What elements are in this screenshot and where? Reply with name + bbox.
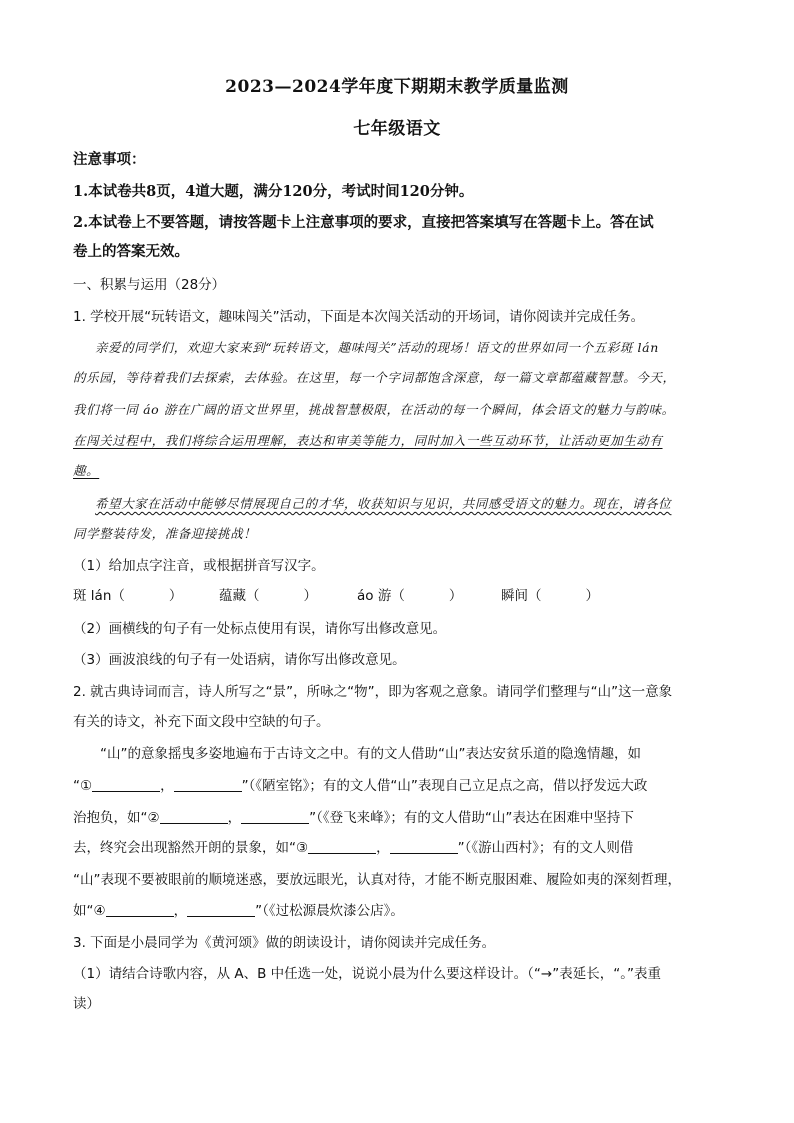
question-3-stem: 3. 下面是小晨同学为《黄河颂》做的朗读设计，请你阅读并完成任务。 xyxy=(73,935,496,951)
exam-subtitle: 七年级语文 xyxy=(353,119,441,139)
answer-blank[interactable] xyxy=(106,902,174,917)
pinyin-item-3: áo 游（ ） xyxy=(357,588,463,604)
answer-blank[interactable] xyxy=(308,839,376,854)
pinyin-answer-row xyxy=(73,586,633,606)
question-3-sub-1-line-2: 读） xyxy=(73,996,100,1012)
question-2-stem-line-2: 有关的诗文，补充下面文段中空缺的句子。 xyxy=(73,714,330,730)
question-2-stem-line-1: 2. 就古典诗词而言，诗人所写之“景”，所咏之“物”，即为客观之意象。请同学们整理与“山”这一意象 xyxy=(73,684,673,700)
question-1-sub-2: （2）画横线的句子有一处标点使用有误，请你写出修改意见。 xyxy=(73,621,447,637)
answer-blank[interactable] xyxy=(187,902,255,917)
exam-title: 2023—2024学年度下期期末教学质量监测 xyxy=(225,77,569,97)
pinyin-item-4: 瞬间（ ） xyxy=(501,588,599,604)
question-3-sub-1-line-1: （1）请结合诗歌内容，从 A、B 中任选一处，说说小晨为什么要这样设计。（“→”表延长，“。”表重 xyxy=(73,966,661,982)
q2-passage-line-2: “① ， ”（《陋室铭》；有的文人借“山”表现自己立足点之高，借以抒发远大政 xyxy=(73,778,648,794)
question-1-sub-1: （1）给加点字注音，或根据拼音写汉字。 xyxy=(73,558,325,574)
passage-underlined-line-2: 趣。 xyxy=(73,463,100,478)
answer-blank[interactable] xyxy=(160,809,228,824)
q2-passage-line-4: 去，终究会出现豁然开朗的景象，如“③ ， ”（《游山西村》；有的文人则借 xyxy=(73,840,634,856)
q2-passage-line-5: “山”表现不要被眼前的顺境迷惑，要放远眼光，认真对待，才能不断克服困难、履险如夷的深刻哲理， xyxy=(73,872,681,888)
notice-heading: 注意事项： xyxy=(73,151,146,168)
notice-item-2-line-1: 2.本试卷上不要答题，请按答题卡上注意事项的要求，直接把答案填写在答题卡上。答在试 xyxy=(73,214,654,231)
passage-underlined-line-1: 在闯关过程中，我们将综合运用理解，表达和审美等能力，同时加入一些互动环节，让活动更加生动有 xyxy=(73,433,663,448)
pinyin-item-2: 蕴藏（ ） xyxy=(219,588,317,604)
pinyin-item-1: 斑 lán（ ） xyxy=(73,588,183,604)
passage-wavy-sentence: 希望大家在活动中能够尽情展现自己的才华，收获知识与见识，共同感受语文的魅力。现在，请各位 xyxy=(95,496,672,511)
passage-p2-line-2: 同学整装待发，准备迎接挑战！ xyxy=(73,526,257,541)
passage-p2-line-1 xyxy=(95,494,671,514)
passage-p1-line-2: 的乐园，等待着我们去探索，去体验。在这里，每一个字词都饱含深意，每一篇文章都蕴藏智慧。今天， xyxy=(73,370,676,385)
q2-passage-line-3: 治抱负，如“② ， ”（《登飞来峰》；有的文人借助“山”表达在困难中坚持下 xyxy=(73,810,634,826)
passage-p1-line-3: 我们将一同 áo 游在广阔的语文世界里，挑战智慧极限，在活动的每一个瞬间，体会语文的魅力与韵味。 xyxy=(73,402,675,417)
q2-passage-line-1: “山”的意象摇曳多姿地遍布于古诗文之中。有的文人借助“山”表达安贫乐道的隐逸情趣，如 xyxy=(100,746,641,762)
section-1-heading: 一、积累与运用（28分） xyxy=(73,277,226,293)
notice-item-2-line-2: 卷上的答案无效。 xyxy=(73,243,189,260)
question-1-stem: 1. 学校开展“玩转语文，趣味闯关”活动，下面是本次闯关活动的开场词，请你阅读并完成任务。 xyxy=(73,309,645,325)
answer-blank[interactable] xyxy=(174,777,242,792)
answer-blank[interactable] xyxy=(92,777,160,792)
answer-blank[interactable] xyxy=(390,839,458,854)
notice-item-1: 1.本试卷共8页，4道大题，满分120分，考试时间120分钟。 xyxy=(73,183,474,200)
answer-blank[interactable] xyxy=(241,809,309,824)
question-1-sub-3: （3）画波浪线的句子有一处语病，请你写出修改意见。 xyxy=(73,652,406,668)
passage-p1-line-1: 亲爱的同学们，欢迎大家来到“玩转语文，趣味闯关”活动的现场！语文的世界如同一个五彩斑 lán xyxy=(95,340,659,355)
q2-passage-line-6: 如“④ ， ”（《过松源晨炊漆公店》。 xyxy=(73,903,404,919)
